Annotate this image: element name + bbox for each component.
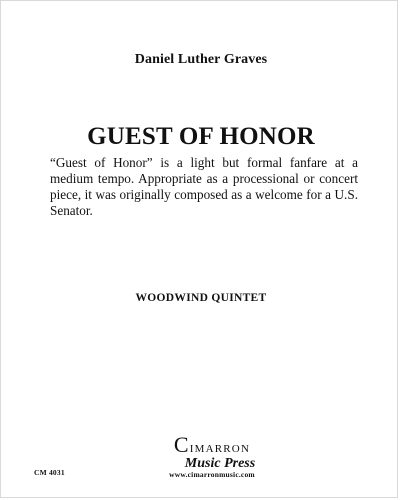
publisher-logo — [141, 432, 283, 479]
publisher-subtitle: Music Press — [184, 456, 256, 471]
publisher-name-initial: C — [173, 432, 190, 457]
publisher-name-rest: imarron — [189, 439, 251, 456]
instrumentation-label: WOODWIND QUINTET — [135, 292, 267, 304]
piece-description: “Guest of Honor” is a light but formal fanfare at a medium tempo. Appropriate as a processional or concert piece, it was originally composed as a welcome for a U.S. Senator. — [50, 155, 358, 218]
composer-name: Daniel Luther Graves — [134, 52, 268, 67]
publisher-name — [141, 432, 283, 457]
piece-title: GUEST OF HONOR — [87, 123, 315, 150]
publisher-url: www.cimarronmusic.com — [169, 470, 255, 479]
catalog-number: CM 4031 — [34, 468, 65, 477]
